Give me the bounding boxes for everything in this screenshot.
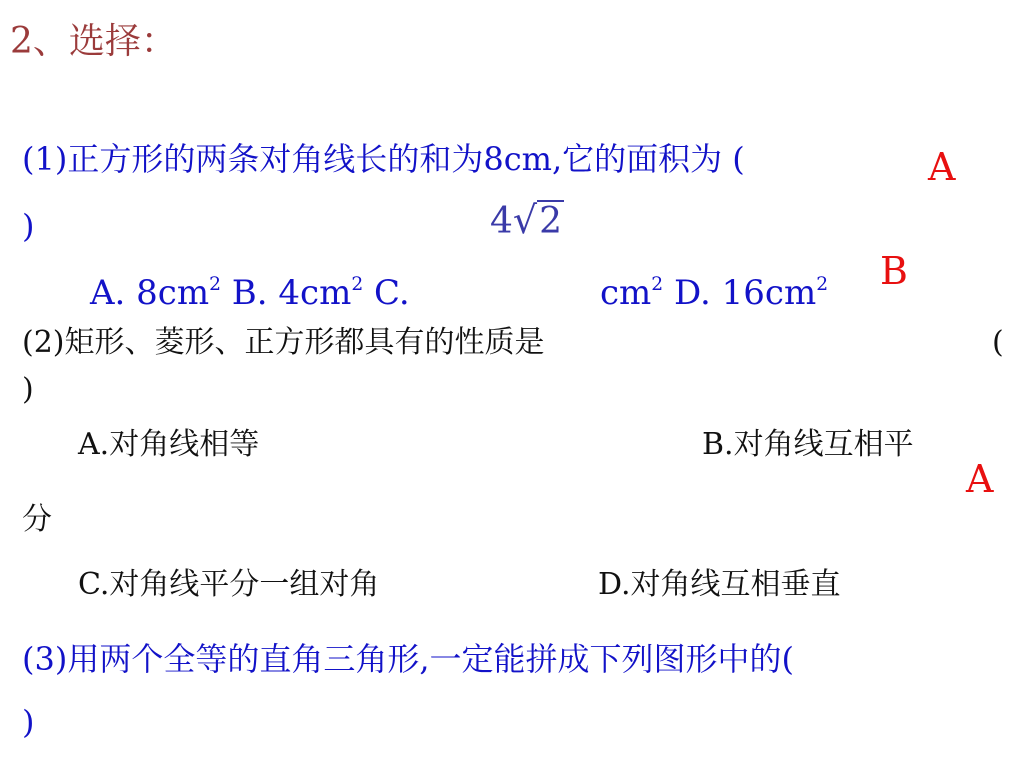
question-2-option-b: B.对角线互相平 [702,427,914,462]
question-1-options [90,273,410,314]
question-2-option-c: C.对角线平分一组对角 [78,567,380,602]
option-a: A. $8cm^2$ [90,273,221,314]
question-2-close-paren: ) [22,372,34,407]
option-c: C. [363,273,410,314]
sqrt-formula [490,200,564,242]
question-2-answer-b: B [880,249,908,293]
question-2-option-b-continued: 分 [22,502,52,537]
question-2-text: (2)矩形、菱形、正方形都具有的性质是 [22,325,545,360]
question-1-answer: A [928,145,956,189]
section-heading: 2、选择： [10,21,177,62]
sqrt-symbol [513,200,564,242]
formula-radicand: 2 [539,201,563,242]
question-2-answer: A [966,457,994,501]
option-d: D. $16cm^2$ [663,273,829,314]
formula-coefficient: 4 [490,201,513,242]
question-2-option-a: A.对角线相等 [78,427,260,462]
radical-sign-icon: √ [512,198,538,242]
question-1-text: (1)正方形的两条对角线长的和为8cm,它的面积为 ( [22,140,745,178]
question-3-close-paren: ) [22,703,35,741]
question-2-open-paren: ( [992,325,1004,360]
question-2-option-d: D.对角线互相垂直 [598,567,841,602]
option-c-unit: $cm^2$ D. $16cm^2$ [600,273,829,314]
question-3-text: (3)用两个全等的直角三角形,一定能拼成下列图形中的( [22,640,794,678]
question-1-close-paren: ) [22,207,35,245]
option-b: B. $4cm^2$ [220,273,364,314]
